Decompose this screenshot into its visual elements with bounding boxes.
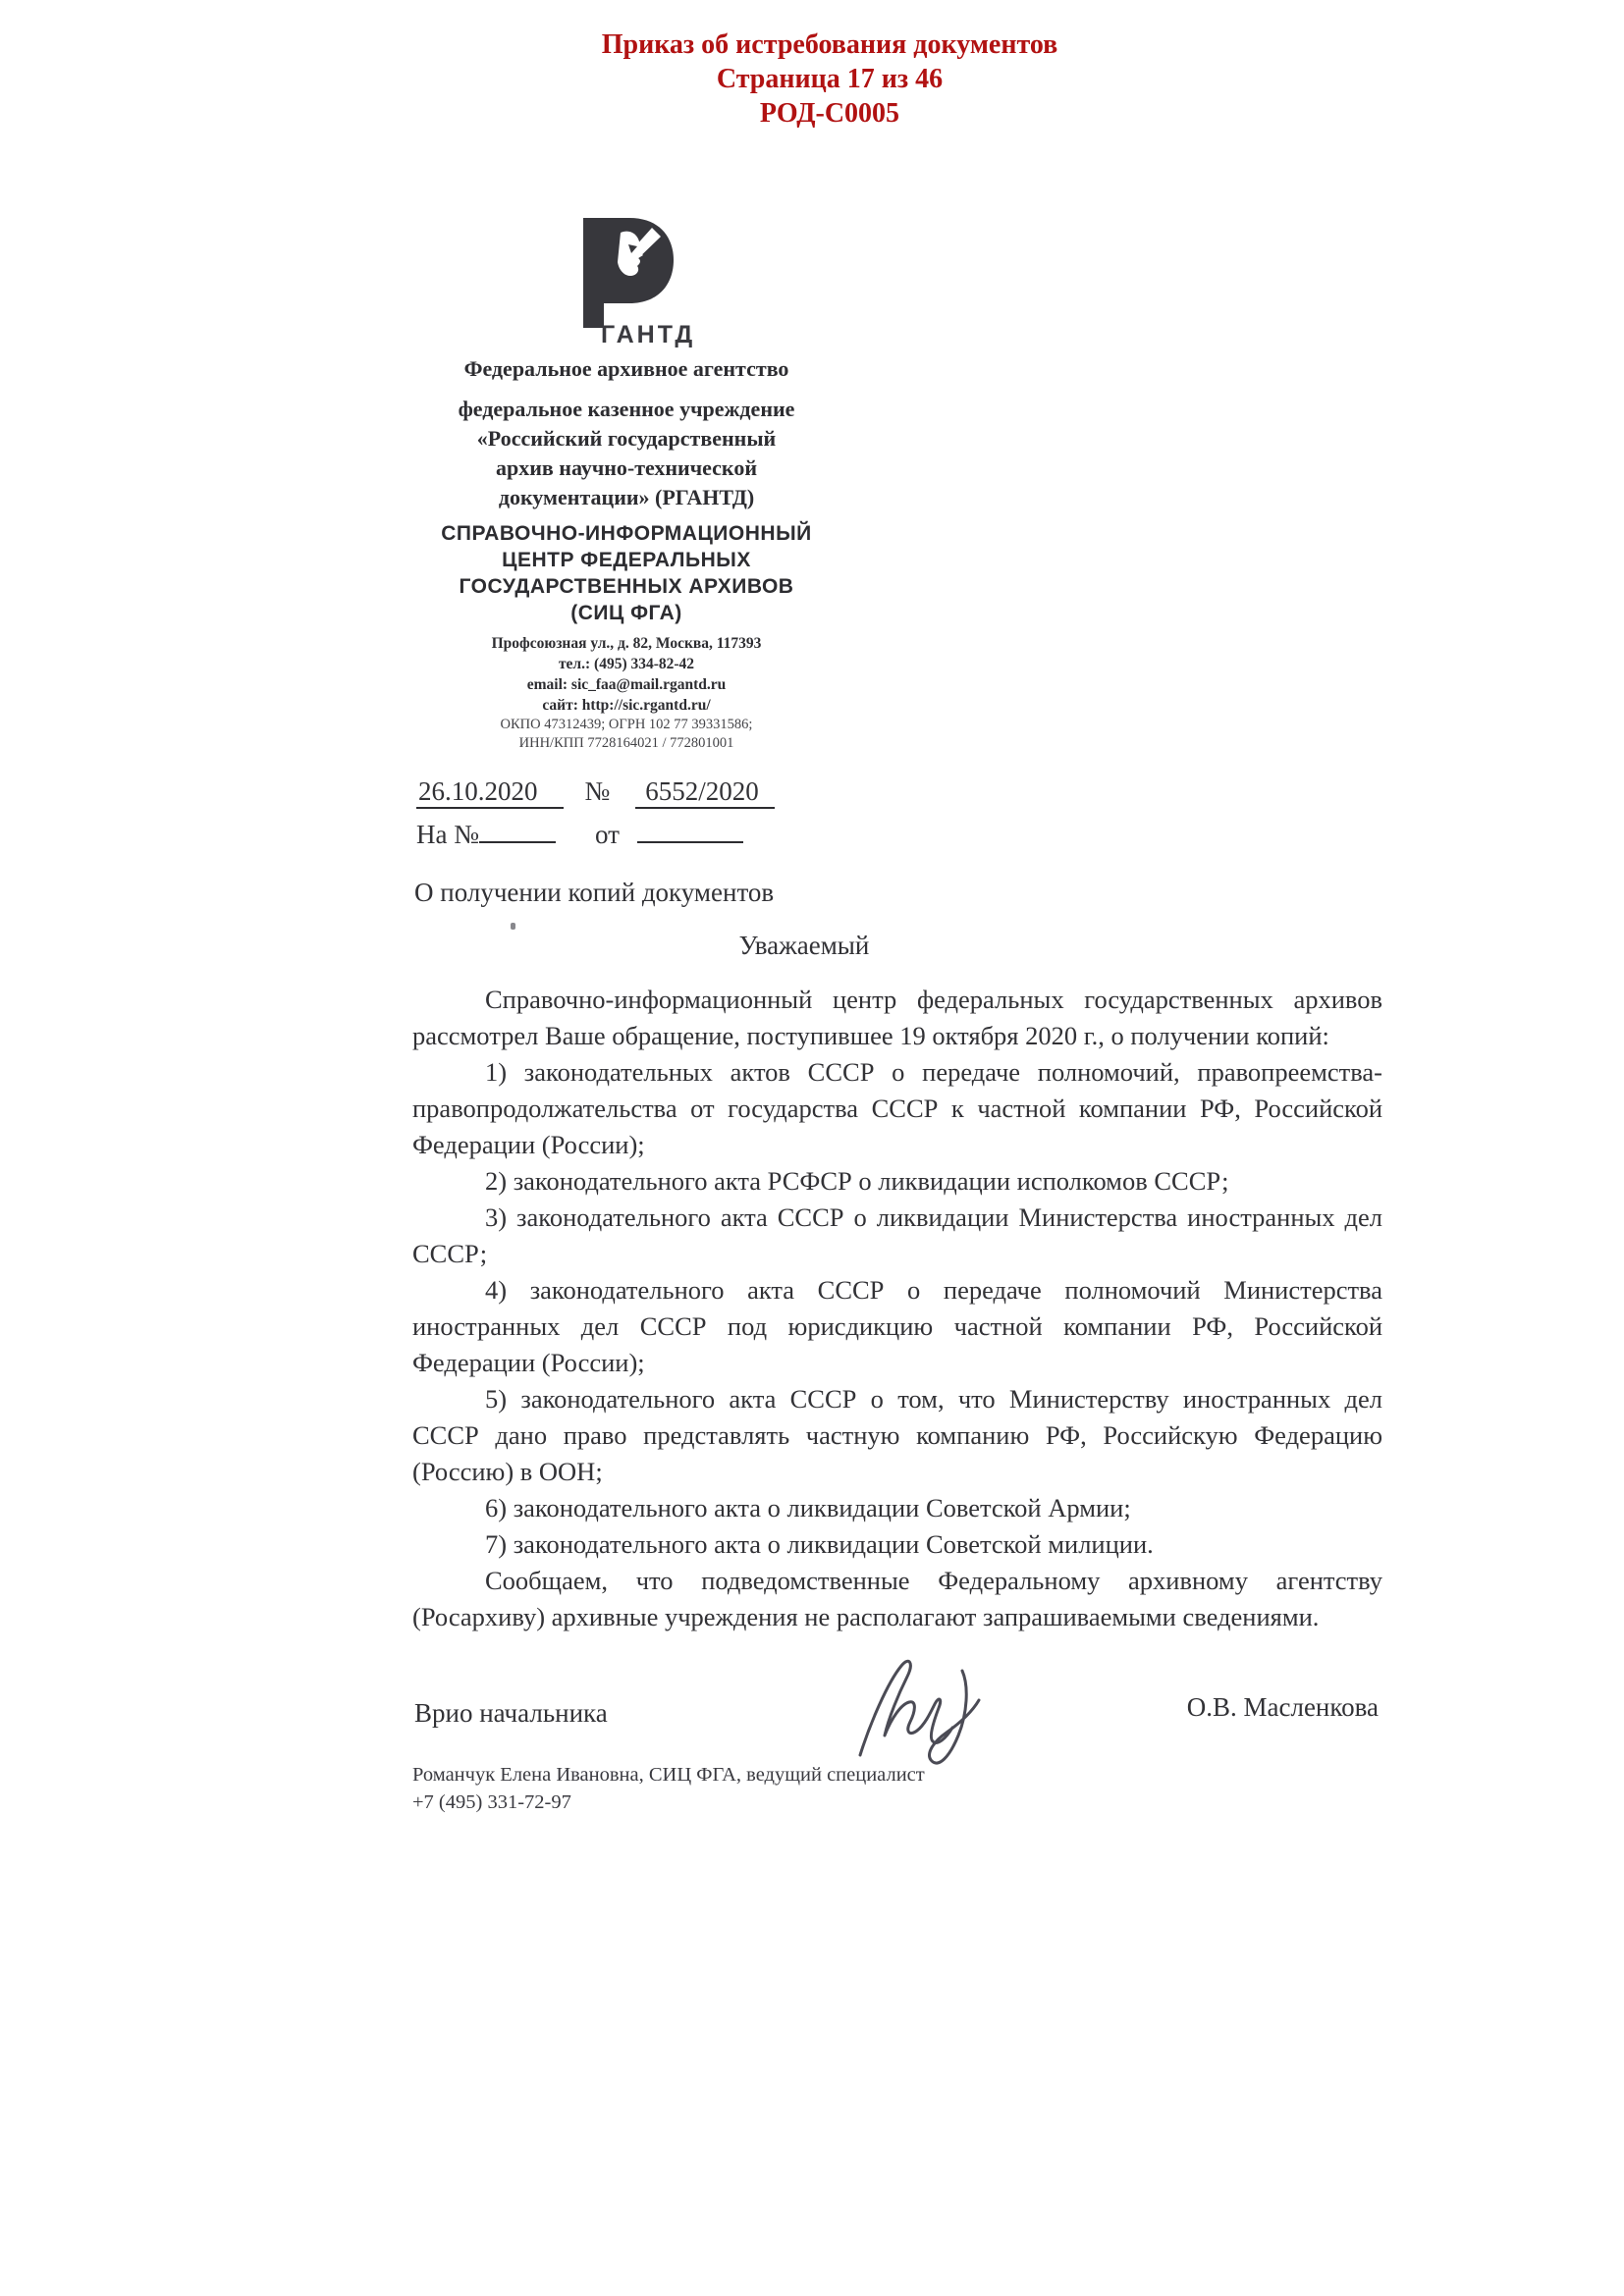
rgantd-logo bbox=[558, 218, 695, 349]
header-page-info: Страница 17 из 46 bbox=[716, 64, 944, 94]
rgantd-logo-icon bbox=[571, 218, 681, 328]
header-title: Приказ об истребования документов bbox=[601, 29, 1058, 60]
scan-artifact bbox=[511, 923, 515, 930]
body-item: 5) законодательного акта СССР о том, что Министерству иностранных дел СССР дано право представлять частную компанию РФ, Российскую Федерацию (Россию) в ООН; bbox=[412, 1384, 1382, 1486]
registry-line: ОКПО 47312439; ОГРН 102 77 39331586; bbox=[500, 717, 753, 732]
organization-name bbox=[371, 395, 882, 512]
body-item: 6) законодательного акта о ликвидации Советской Армии; bbox=[485, 1493, 1131, 1522]
letter-body bbox=[412, 982, 1382, 1635]
body-item: 1) законодательных актов СССР о передаче полномочий, правопреемства-правопродолжательства от государства СССР к частной компании РФ, Российской Федерации (России); bbox=[412, 1057, 1382, 1159]
signer-name: О.В. Масленкова bbox=[1186, 1692, 1379, 1722]
body-intro: Справочно-информационный центр федеральных государственных архивов рассмотрел Ваше обращение, поступившее 19 октября 2020 г., о получении копий: bbox=[412, 985, 1382, 1050]
center-line: (СИЦ ФГА) bbox=[570, 602, 682, 624]
reply-date-blank bbox=[637, 812, 743, 843]
subject-line: О получении копий документов bbox=[414, 878, 775, 907]
center-line: ЦЕНТР ФЕДЕРАЛЬНЫХ bbox=[502, 549, 751, 571]
reply-reference-line bbox=[416, 812, 1386, 855]
website-line: сайт: http://sic.rgantd.ru/ bbox=[542, 697, 711, 714]
executor-phone: +7 (495) 331-72-97 bbox=[412, 1791, 571, 1813]
number-sign: № bbox=[584, 776, 611, 806]
body-closing: Сообщаем, что подведомственные Федеральному архивному агентству (Росархиву) архивные учреждения не располагают запрашиваемыми сведениями. bbox=[412, 1566, 1382, 1631]
document-number: 6552/2020 bbox=[635, 776, 775, 809]
org-line: архив научно-технической bbox=[495, 455, 757, 480]
email-line: email: sic_faa@mail.rgantd.ru bbox=[526, 676, 727, 693]
contact-block bbox=[371, 633, 882, 716]
center-line: ГОСУДАРСТВЕННЫХ АРХИВОВ bbox=[459, 575, 794, 598]
registry-line: ИНН/КПП 7728164021 / 772801001 bbox=[518, 735, 734, 751]
document-header bbox=[0, 27, 1624, 131]
reply-from-label: от bbox=[595, 820, 620, 849]
body-item: 7) законодательного акта о ликвидации Советской милиции. bbox=[485, 1529, 1154, 1559]
reference-block bbox=[416, 772, 1386, 855]
address-line: Профсоюзная ул., д. 82, Москва, 117393 bbox=[491, 635, 762, 652]
salutation: Уважаемый bbox=[738, 931, 870, 960]
center-line: СПРАВОЧНО-ИНФОРМАЦИОННЫЙ bbox=[441, 522, 812, 545]
reply-label: На № bbox=[416, 820, 479, 849]
reply-number-blank bbox=[479, 812, 556, 843]
body-item: 4) законодательного акта СССР о передаче полномочий Министерства иностранных дел СССР под юрисдикцию частной компании РФ, Российской Федерации (России); bbox=[412, 1275, 1382, 1377]
executor-block bbox=[412, 1761, 1296, 1816]
signer-position: Врио начальника bbox=[414, 1698, 608, 1728]
org-line: федеральное казенное учреждение bbox=[458, 397, 795, 421]
executor-name-line: Романчук Елена Ивановна, СИЦ ФГА, ведущий специалист bbox=[412, 1764, 925, 1786]
rgantd-logo-caption: ГАНТД bbox=[601, 321, 696, 348]
center-name bbox=[371, 520, 882, 626]
letterhead bbox=[371, 218, 882, 753]
document-date: 26.10.2020 bbox=[416, 776, 564, 809]
agency-name: Федеральное архивное агентство bbox=[463, 356, 789, 381]
phone-line: тел.: (495) 334-82-42 bbox=[558, 656, 695, 672]
org-line: документации» (РГАНТД) bbox=[498, 485, 755, 509]
date-number-line bbox=[416, 772, 1386, 812]
header-doc-code: РОД-С0005 bbox=[759, 98, 900, 129]
body-item: 3) законодательного акта СССР о ликвидации Министерства иностранных дел СССР; bbox=[412, 1202, 1382, 1268]
org-line: «Российский государственный bbox=[476, 426, 777, 451]
body-item: 2) законодательного акта РСФСР о ликвидации исполкомов СССР; bbox=[485, 1166, 1229, 1196]
registry-block bbox=[371, 716, 882, 753]
